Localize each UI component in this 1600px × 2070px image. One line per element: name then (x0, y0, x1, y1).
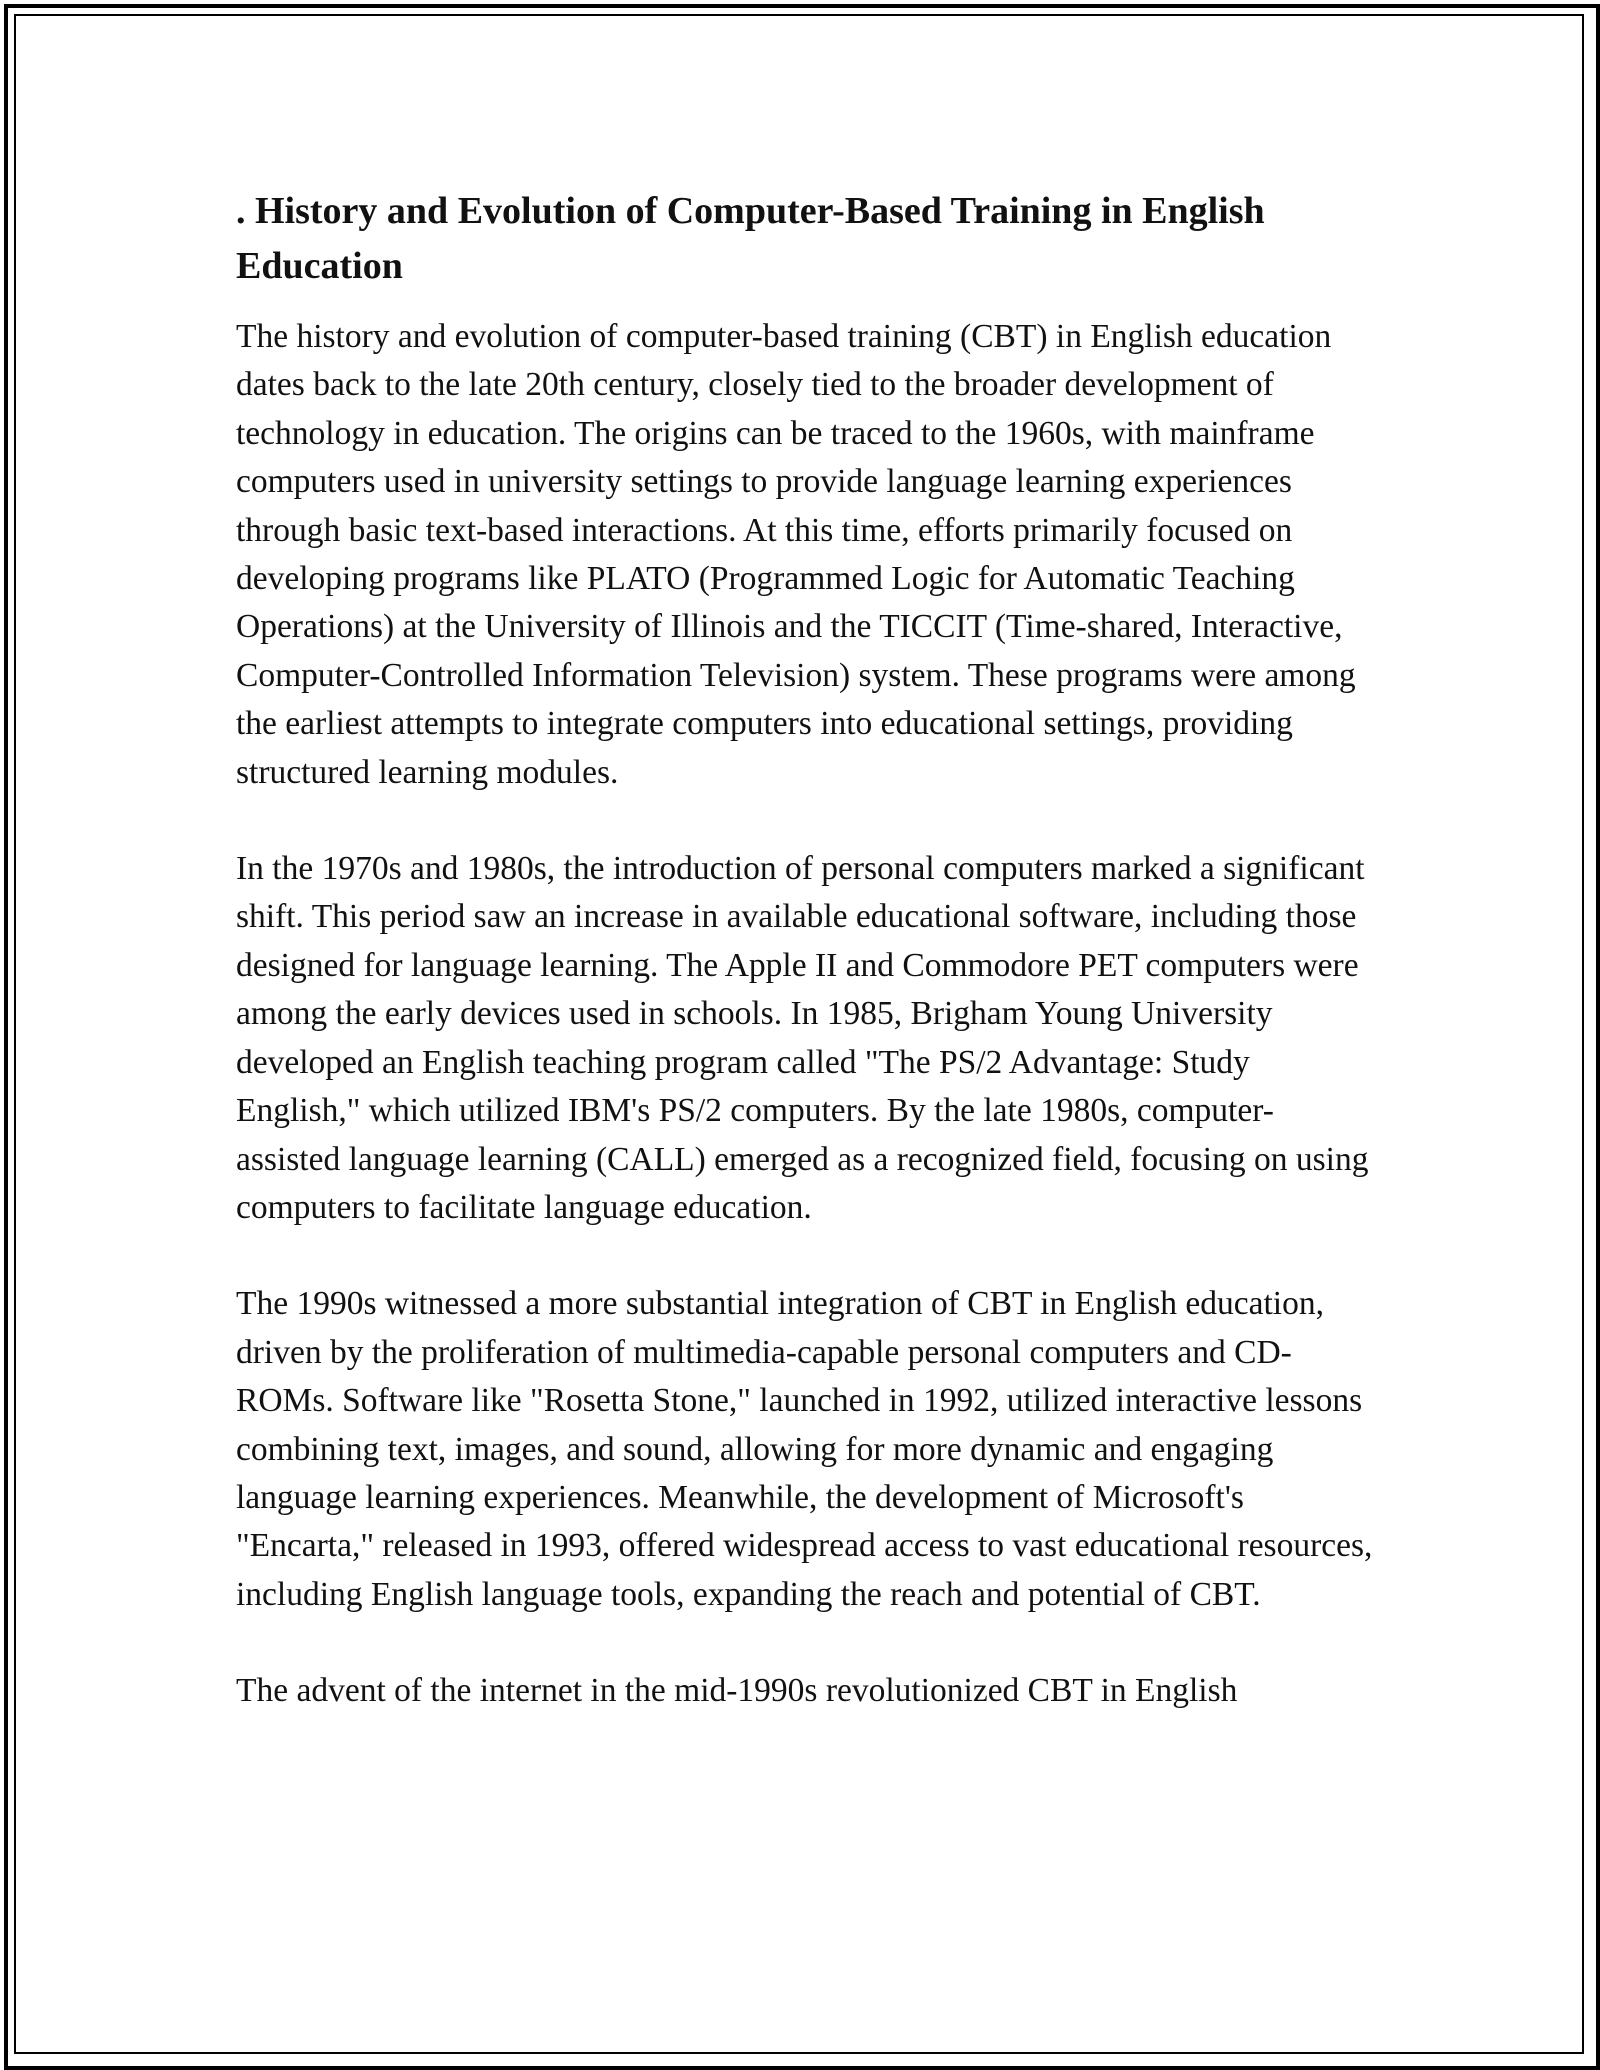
paragraph-origins: The history and evolution of computer-based training (CBT) in English education dates back to the late 20th century, closely tied to the broader development of technology in education. The origins can be traced to the 1960s, with mainframe computers used in university settings to provide language learning experiences through basic text-based interactions. At this time, efforts primarily focused on developing programs like PLATO (Programmed Logic for Automatic Teaching Operations) at the University of Illinois and the TICCIT (Time-shared, Interactive, Computer-Controlled Information Television) system. These programs were among the earliest attempts to integrate computers into educational settings, providing structured learning modules. (236, 318, 1356, 791)
paragraph-multimedia: The 1990s witnessed a more substantial integration of CBT in English education, driven by the proliferation of multimedia-capable personal computers and CD-ROMs. Software like "Rosetta Stone," launched in 1992, utilized interactive lessons combining text, images, and sound, allowing for more dynamic and engaging language learning experiences. Meanwhile, the development of Microsoft's "Encarta," released in 1993, offered widespread access to vast educational resources, including English language tools, expanding the reach and potential of CBT. (236, 1285, 1373, 1613)
document-body (236, 184, 1376, 1716)
section-heading: . History and Evolution of Computer-Based Training in English Education (236, 190, 1265, 287)
paragraph-personal-computers: In the 1970s and 1980s, the introduction of personal computers marked a significant shift. This period saw an increase in available educational software, including those designed for language learning. The Apple II and Commodore PET computers were among the early devices used in schools. In 1985, Brigham Young University developed an English teaching program called "The PS/2 Advantage: Study English," which utilized IBM's PS/2 computers. By the late 1980s, computer-assisted language learning (CALL) emerged as a recognized field, focusing on using computers to facilitate language education. (236, 850, 1369, 1226)
paragraph-internet: The advent of the internet in the mid-1990s revolutionized CBT in English (236, 1672, 1238, 1710)
